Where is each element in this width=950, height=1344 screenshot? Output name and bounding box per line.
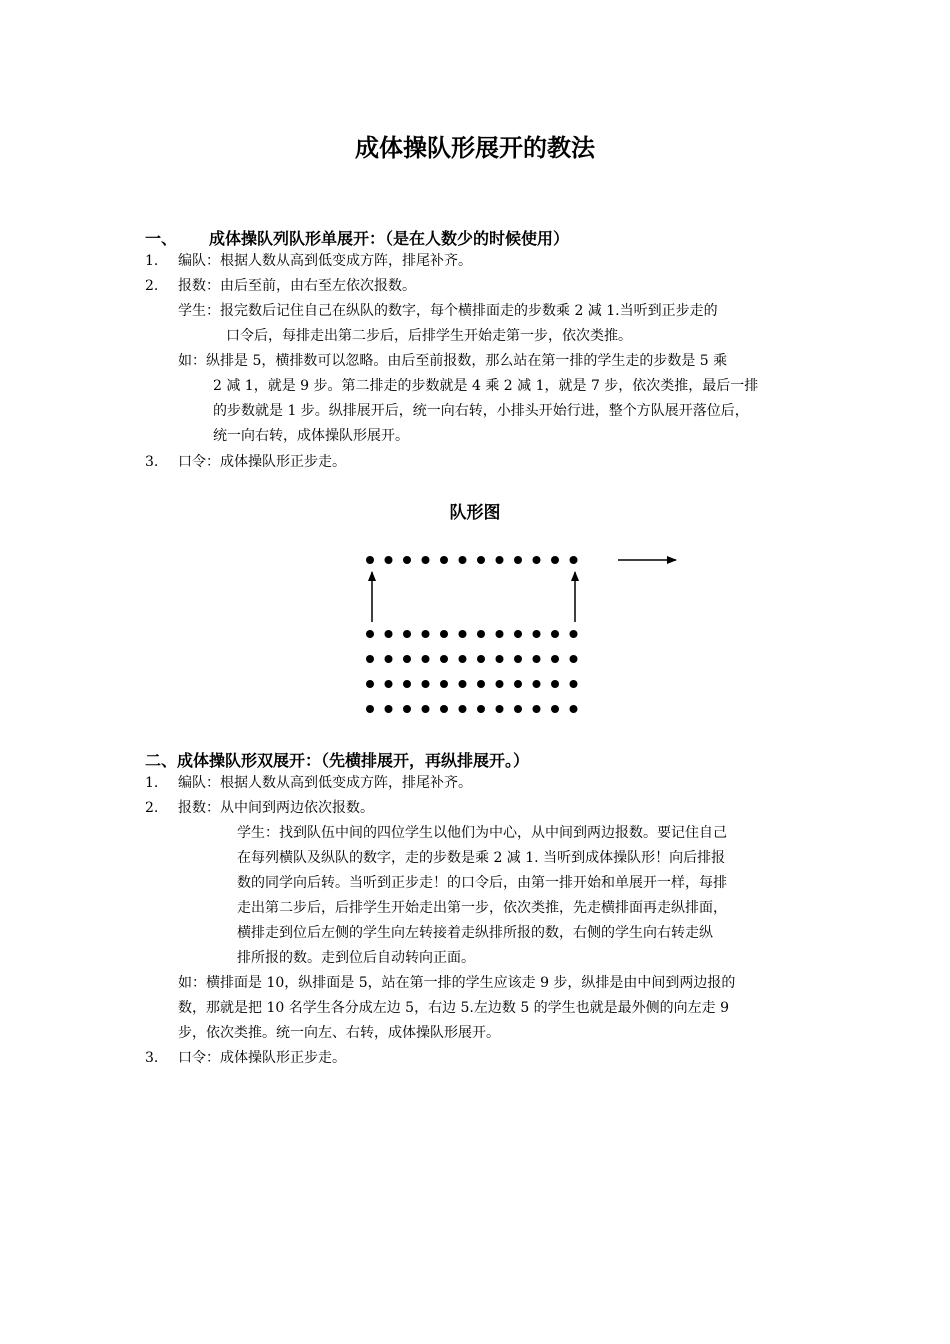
s1-item-2-number: 2. [145, 278, 159, 294]
student-dot [496, 556, 504, 564]
s1-example-line: 的步数就是 1 步。纵排展开后，统一向右转，小排头开始行进，整个方队展开落位后， [213, 403, 749, 419]
s2-student-line: 横排走到位后左侧的学生向左转接着走纵排所报的数，右侧的学生向右转走纵 [237, 925, 713, 941]
student-dot [514, 655, 522, 663]
student-dot [477, 655, 485, 663]
student-dot [385, 705, 393, 713]
s2-student-line: 在每列横队及纵队的数字，走的步数是乘 2 减 1. 当听到成体操队形！向后排报 [237, 850, 726, 866]
student-dot [551, 556, 559, 564]
s1-example-line: 2 减 1，就是 9 步。第二排走的步数就是 4 乘 2 减 1，就是 7 步，依次类推，最后一排 [213, 378, 759, 394]
s2-item-2-number: 2. [145, 800, 159, 816]
student-dot [551, 705, 559, 713]
student-dot [403, 680, 411, 688]
student-dot [496, 630, 504, 638]
student-dot [514, 680, 522, 688]
student-dot [440, 655, 448, 663]
student-dot [570, 705, 578, 713]
s2-student-line: 数的同学向后转。当听到正步走！的口令后，由第一排开始和单展开一样，每排 [237, 875, 727, 891]
student-dot [440, 556, 448, 564]
formation-block-dots [366, 630, 578, 713]
diagram-title: 队形图 [449, 503, 501, 523]
s2-example-paragraph [178, 971, 735, 1046]
s1-item-3-text: 口令：成体操队形正步走。 [178, 454, 346, 470]
student-dot [403, 655, 411, 663]
student-dot [385, 630, 393, 638]
s2-student-line: 走出第二步后，后排学生开始走出第一步，依次类推，先走横排面再走纵排面， [237, 900, 727, 916]
section-1-title: 成体操队列队形单展开：（是在人数少的时候使用） [209, 229, 570, 248]
student-dot [514, 556, 522, 564]
s1-example-line: 如：纵排是 5，横排数可以忽略。由后至前报数，那么站在第一排的学生走的步数是 5 乘 [178, 353, 728, 369]
student-dot [459, 680, 467, 688]
student-dot [366, 680, 374, 688]
student-dot [533, 705, 541, 713]
student-dot [477, 556, 485, 564]
student-dot [422, 680, 430, 688]
student-dot [366, 556, 374, 564]
s2-item-1-text: 编队：根据人数从高到低变成方阵，排尾补齐。 [178, 775, 472, 791]
formation-diagram [350, 540, 690, 725]
student-dot [422, 705, 430, 713]
student-dot [366, 705, 374, 713]
s2-item-1-number: 1. [145, 775, 159, 791]
student-dot [403, 705, 411, 713]
section-1-heading [145, 226, 569, 249]
s1-example-paragraph [178, 349, 758, 449]
student-dot [496, 705, 504, 713]
student-dot [422, 630, 430, 638]
student-dot [440, 705, 448, 713]
student-dot [385, 556, 393, 564]
student-dot [403, 630, 411, 638]
student-dot [459, 705, 467, 713]
student-dot [570, 630, 578, 638]
student-dot [422, 655, 430, 663]
student-dot [477, 630, 485, 638]
s1-item-1-text: 编队：根据人数从高到低变成方阵，排尾补齐。 [178, 253, 472, 269]
student-dot [533, 556, 541, 564]
top-row-dots [366, 556, 578, 564]
s2-student-line: 排所报的数。走到位后自动转向正面。 [237, 950, 475, 966]
student-dot [440, 630, 448, 638]
s2-example-line: 步，依次类推。统一向左、右转，成体操队形展开。 [178, 1025, 500, 1041]
student-dot [533, 630, 541, 638]
student-dot [496, 680, 504, 688]
document-title: 成体操队形展开的教法 [355, 134, 595, 162]
student-dot [459, 630, 467, 638]
student-dot [551, 680, 559, 688]
s1-student-paragraph [178, 299, 718, 349]
s2-item-3-text: 口令：成体操队形正步走。 [178, 1050, 346, 1066]
student-dot [514, 705, 522, 713]
student-dot [477, 680, 485, 688]
s1-item-3-number: 3. [145, 454, 159, 470]
student-dot [570, 680, 578, 688]
student-dot [366, 655, 374, 663]
s2-student-paragraph [237, 821, 727, 971]
section-2-heading: 二、成体操队形双展开：（先横排展开，再纵排展开。） [145, 751, 530, 770]
s2-student-line: 学生：找到队伍中间的四位学生以他们为中心，从中间到两边报数。要记住自己 [237, 825, 727, 841]
student-dot [533, 680, 541, 688]
s1-item-1-number: 1. [145, 253, 159, 269]
student-dot [385, 680, 393, 688]
student-dot [403, 556, 411, 564]
student-dot [440, 680, 448, 688]
s1-item-2-text: 报数：由后至前，由右至左依次报数。 [178, 278, 416, 294]
student-dot [533, 655, 541, 663]
student-dot [514, 630, 522, 638]
student-dot [496, 655, 504, 663]
s1-student-line: 学生：报完数后记住自己在纵队的数字，每个横排面走的步数乘 2 减 1.当听到正步走的 [178, 303, 718, 319]
student-dot [422, 556, 430, 564]
student-dot [385, 655, 393, 663]
s1-example-line: 统一向右转，成体操队形展开。 [213, 428, 409, 444]
student-dot [551, 655, 559, 663]
s2-example-line: 数，那就是把 10 名学生各分成左边 5，右边 5.左边数 5 的学生也就是最外侧的向左走 9 [178, 1000, 730, 1016]
s1-student-line: 口令后，每排走出第二步后，后排学生开始走第一步，依次类推。 [226, 328, 632, 344]
student-dot [570, 556, 578, 564]
student-dot [477, 705, 485, 713]
section-1-number: 一、 [145, 229, 178, 248]
student-dot [459, 655, 467, 663]
student-dot [551, 630, 559, 638]
s2-item-3-number: 3. [145, 1050, 159, 1066]
s2-item-2-text: 报数：从中间到两边依次报数。 [178, 800, 374, 816]
student-dot [459, 556, 467, 564]
student-dot [366, 630, 374, 638]
student-dot [570, 655, 578, 663]
s2-example-line: 如：横排面是 10，纵排面是 5，站在第一排的学生应该走 9 步，纵排是由中间到两边报的 [178, 975, 736, 991]
